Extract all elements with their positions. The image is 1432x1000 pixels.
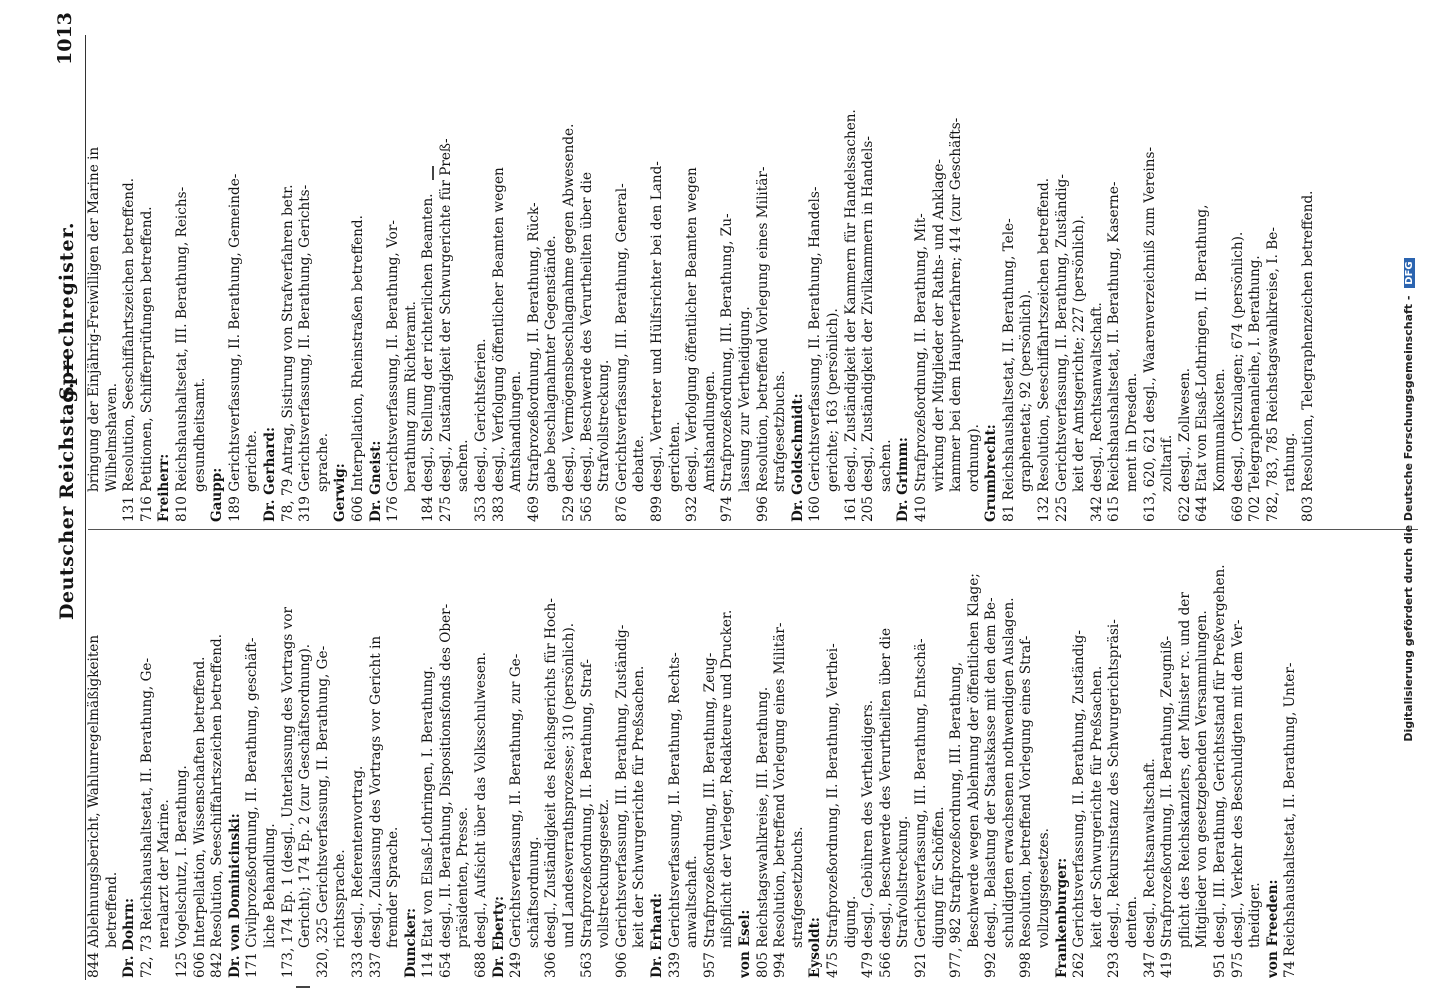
- register-entry: 132 Resolution, Seeschiffahrtszeichen betreffend.: [1036, 177, 1053, 522]
- register-entry: richtssprache.: [332, 849, 349, 948]
- register-entry: sachen.: [877, 439, 894, 492]
- register-entry: Beschwerde wegen Ablehnung der öffentlichen Klage;: [965, 573, 982, 948]
- register-entry: 992 desgl., Belastung der Staatskasse mit den dem Be-: [983, 597, 1000, 978]
- register-entry: lassung zur Vertheidigung.: [736, 306, 753, 492]
- register-entry: 205 desgl., Zuständigkeit der Zivilkammern in Handels-: [860, 136, 877, 522]
- speaker-heading: Dr. Erhard:: [649, 892, 665, 978]
- register-entry: 921 Gerichtsverfassung, III. Berathung, Entschä-: [912, 638, 929, 978]
- register-entry: 669 desgl., Ortszulagen; 674 (persönlich).: [1229, 231, 1246, 522]
- register-entry: 249 Gerichtsverfassung, II. Berathung, zur Ge-: [508, 653, 525, 978]
- register-entry: Kommunalkosten.: [1212, 368, 1228, 492]
- register-entry: und Landesverrathsprozesse; 310 (persönlich).: [561, 622, 578, 948]
- speaker-heading: Dr. Eberty:: [490, 895, 507, 978]
- register-entry: Mitglieder von gesetzgebenden Versammlungen.: [1194, 610, 1211, 948]
- register-entry: 78, 79 Antrag, Sistirung von Strafverfahren betr.: [279, 184, 296, 522]
- speaker-heading: Dr. von Dominicinski:: [226, 813, 243, 978]
- register-entry: gerichten.: [666, 421, 683, 492]
- register-entry: debatte.: [631, 435, 648, 492]
- register-entry: 347 desgl., Rechtsanwaltschaft.: [1141, 758, 1158, 978]
- register-entry: denten.: [1124, 895, 1141, 948]
- register-entry: 469 Strafprozeßordnung, II. Berathung, Rück-: [525, 202, 542, 522]
- register-entry: 529 desgl., Vermögensbeschlagnahme gegen Abwesende.: [561, 123, 578, 522]
- register-entry: liche Behandlung.: [261, 823, 278, 948]
- register-entry: 114 Etat von Elsaß-Lothringen, I. Berathung.: [420, 665, 437, 978]
- register-entry: zolltarif.: [1159, 434, 1176, 492]
- register-entry: 74 Reichshaushaltsetat, II. Berathung, Unter-: [1282, 662, 1299, 978]
- register-entry: 160 Gerichtsverfassung, II. Berathung, Handels-: [807, 186, 824, 522]
- register-entry: vollzugsgesetzes.: [1036, 828, 1053, 948]
- register-entry: 994 Resolution, betreffend Vorlegung eines Militär-: [772, 622, 789, 978]
- register-entry: keit der Amtsgerichte; 227 (persönlich).: [1071, 215, 1088, 492]
- register-entry: schuldigten erwachsenen nothwendigen Auslagen.: [1000, 597, 1017, 948]
- register-entry: 998 Resolution, betreffend Vorlegung eines Straf-: [1018, 635, 1035, 978]
- register-entry: digung.: [842, 895, 859, 948]
- register-entry: 782, 783, 785 Reichstagswahlkreise, I. Be-: [1264, 227, 1281, 522]
- register-entry: präsidenten, Presse.: [455, 806, 472, 948]
- register-entry: 81 Reichshaushaltsetat, II. Berathung, Tele-: [1000, 218, 1017, 522]
- register-entry: 622 desgl., Zollwesen.: [1176, 367, 1193, 522]
- register-entry: Wilhelmshaven.: [103, 382, 120, 492]
- register-entry: 975 desgl., Verkehr des Beschuldigten mit dem Ver-: [1229, 619, 1246, 978]
- register-entry: 977, 982 Strafprozeßordnung, III. Berathung,: [948, 661, 965, 978]
- register-entry: Amtshandlungen.: [701, 370, 718, 492]
- margin-note-text: Digitalisierung gefördert durch die Deutsche Forschungsgemeinschaft -: [1402, 295, 1415, 742]
- register-entry: 951 desgl., III. Berathung, Gerichtsstand für Preßvergehen.: [1212, 564, 1228, 978]
- left-column: [86, 528, 1300, 978]
- register-entry: 654 desgl., II. Berathung, Dispositionsfonds des Ober-: [437, 603, 454, 978]
- register-entry: 876 Gerichtsverfassung, III. Berathung, General-: [613, 183, 630, 522]
- register-entry: 906 Gerichtsverfassung, III. Berathung, Zuständig-: [613, 624, 630, 978]
- register-entry: gerichte.: [244, 430, 261, 492]
- register-entry: 275 desgl., Zuständigkeit der Schwurgerichte für Preß-: [437, 138, 454, 522]
- register-entry: 974 Strafprozeßordnung, III. Berathung, Zu-: [719, 213, 736, 522]
- register-entry: 644 Etat von Elsaß-Lothringen, II. Berathung,: [1194, 204, 1211, 522]
- register-entry: 615 Reichshaushaltsetat, II. Berathung, Kaserne-: [1106, 181, 1123, 522]
- speaker-heading: Freiherr:: [156, 453, 173, 522]
- register-entry: 688 desgl., Aufsicht über das Volksschulwesen.: [473, 651, 490, 978]
- speaker-heading: Dr. Gneist:: [367, 440, 384, 522]
- register-entry: 125 Vogelschutz, I. Berathung.: [173, 765, 190, 978]
- register-entry: Gericht); 174 Ep. 2 (zur Geschäftsordnung).: [297, 643, 314, 948]
- register-entry: sprache.: [314, 432, 331, 492]
- register-entry: gabe beschlagnahmter Gegenstände.: [543, 235, 560, 492]
- register-entry: 72, 73 Reichshaushaltsetat, II. Berathung, Ge-: [138, 657, 155, 978]
- speaker-heading: Dr. Dohrn:: [121, 898, 138, 978]
- register-entry: 702 Telegraphenanleihe, I. Berathung.: [1247, 255, 1264, 522]
- register-entry: 383 desgl., Verfolgung öffentlicher Beamten wegen: [490, 167, 507, 522]
- register-entry: 176 Gerichtsverfassung, II. Berathung, Vor-: [385, 220, 402, 522]
- register-entry: 173, 174 Ep. 1 (desgl., Unterlassung des Vortrags vor: [279, 606, 296, 978]
- dfg-badge: DFG: [1404, 258, 1415, 287]
- register-entry: 161 desgl., Zuständigkeit der Kammern für Handelssachen.: [842, 109, 859, 522]
- register-entry: 996 Resolution, betreffend Vorlegung eines Militär-: [754, 166, 771, 522]
- register-entry: 410 Strafprozeßordnung, II. Berathung, Mit-: [912, 213, 929, 522]
- speaker-heading: Grumbrecht:: [983, 424, 1000, 522]
- register-entry: berathung zum Richteramt.: [402, 301, 419, 492]
- register-entry: theidiger.: [1247, 882, 1264, 948]
- register-entry: pflicht des Reichskanzlers, der Minister rc. und der: [1176, 592, 1193, 948]
- register-entry: betreffend.: [103, 871, 120, 948]
- register-entry: 479 desgl., Gebühren des Vertheidigers.: [860, 699, 877, 978]
- register-entry: Amtshandlungen.: [508, 370, 525, 492]
- register-entry: 342 desgl., Rechtsanwaltschaft.: [1088, 302, 1105, 522]
- register-entry: digung für Schöffen.: [930, 806, 947, 948]
- register-entry: Strafvollstreckung.: [895, 815, 912, 948]
- register-entry: 613, 620, 621 desgl., Waarenverzeichniß zum Vereins-: [1141, 146, 1158, 522]
- register-entry: keit der Schwurgerichte für Preßsachen.: [631, 665, 648, 948]
- register-entry: 171 Civilprozeßordnung, II. Berathung, geschäft-: [244, 637, 261, 978]
- register-entry: 337 desgl., Zulassung des Vortrags vor Gericht in: [367, 635, 384, 978]
- header-left: Deutscher Reichstag. —: [56, 355, 78, 620]
- register-entry: gesundheitsamt.: [191, 377, 208, 492]
- register-entry: strafgesetzbuchs.: [772, 370, 789, 492]
- register-entry: 606 Interpellation, Wissenschaften betreffend.: [191, 656, 208, 978]
- register-entry: Strafvollstreckung.: [596, 359, 613, 492]
- register-entry: 803 Resolution, Telegraphenzeichen betreffend.: [1299, 190, 1316, 522]
- register-entry: 262 Gerichtsverfassung, II. Berathung, Zuständig-: [1071, 630, 1088, 978]
- register-entry: anwaltschaft.: [684, 855, 701, 948]
- register-entry: sachen.: [455, 439, 472, 492]
- register-entry: 566 desgl., Beschwerde des Verurtheilten über die: [877, 628, 894, 978]
- speaker-heading: Duncker:: [402, 907, 419, 978]
- register-entry: 716 Petitionen, Schifferprüfungen betreffend.: [138, 206, 155, 522]
- register-entry: 565 desgl., Beschwerde des Verurtheilten über die: [578, 172, 595, 522]
- register-entry: 419 Strafprozeßordnung, II. Berathung, Zeugniß-: [1159, 635, 1176, 978]
- register-entry: vollstreckungsgesetz.: [596, 798, 613, 948]
- register-entry: graphenetat; 92 (persönlich).: [1018, 289, 1035, 492]
- register-entry: 810 Reichshaushaltsetat, III. Berathung, Reichs-: [173, 186, 190, 522]
- register-entry: 842 Resolution, Seeschiffahrtszeichen betreffend.: [209, 633, 226, 978]
- register-entry: 339 Gerichtsverfassung, II. Berathung, Rechts-: [666, 652, 683, 978]
- register-entry: 333 desgl., Referentenvortrag.: [349, 765, 366, 978]
- register-entry: strafgesetzbuchs.: [789, 826, 806, 948]
- register-entry: 899 desgl., Vertreter und Hülfsrichter bei den Land-: [649, 161, 665, 522]
- register-entry: 844 Ablehnungsbericht, Wahlunregelmäßigkeiten: [86, 634, 102, 978]
- register-entry: 225 Gerichtsverfassung, II. Berathung, Zuständig-: [1053, 174, 1070, 522]
- speaker-heading: Frankenburger:: [1053, 857, 1070, 978]
- speaker-heading: Dr. Goldschmidt:: [789, 393, 806, 522]
- header-right: Sprechregister.: [56, 221, 78, 400]
- register-entry: keit der Schwurgerichte für Preßsachen.: [1088, 665, 1105, 948]
- register-entry: 606 Interpellation, Rheinstraßen betreffend.: [349, 215, 366, 522]
- register-entry: 475 Strafprozeßordnung, II. Berathung, Verthei-: [824, 643, 841, 978]
- right-column: [86, 32, 1318, 522]
- register-entry: ordnung).: [965, 424, 982, 492]
- speaker-heading: Gaupp:: [209, 467, 226, 522]
- speaker-heading: von Esel:: [736, 909, 753, 978]
- register-entry: wirkung der Mitglieder der Raths- und Anklage-: [930, 158, 947, 492]
- register-entry: 293 desgl., Rekursinstanz des Schwurgerichtspräsi-: [1106, 619, 1123, 978]
- register-entry: 184 desgl., Stellung der richterlichen Beamten.: [420, 193, 437, 522]
- register-entry: 932 desgl., Verfolgung öffentlicher Beamten wegen: [684, 167, 701, 522]
- register-entry: kammer bei dem Hauptverfahren; 414 (zur Geschäfts-: [948, 117, 965, 492]
- scan-mark: [296, 986, 310, 988]
- page-header: [56, 0, 86, 1000]
- register-entry: 319 Gerichtsverfassung, II. Berathung, Gerichts-: [297, 184, 314, 522]
- register-entry: ment in Dresden.: [1124, 372, 1141, 492]
- margin-note-wrapper: [1402, 0, 1422, 1000]
- register-entry: 563 Strafprozeßordnung, II. Berathung, Straf-: [578, 659, 595, 978]
- register-entry: 353 desgl., Gerichtsferien.: [473, 338, 490, 522]
- register-entry: 189 Gerichtsverfassung, II. Berathung, Gemeinde-: [226, 173, 243, 522]
- register-entry: 805 Reichstagswahlkreise, III. Berathung.: [754, 686, 771, 978]
- speaker-heading: Dr. Grimm:: [895, 437, 912, 522]
- register-entry: schäftsordnung.: [525, 836, 542, 948]
- register-entry: 306 desgl., Zuständigkeit des Reichsgerichts für Hoch-: [543, 597, 560, 978]
- register-entry: 131 Resolution, Seeschiffahrtszeichen betreffend.: [121, 177, 138, 522]
- register-entry: nißpflicht der Verleger, Redakteure und Drucker.: [719, 609, 736, 948]
- scan-mark: [432, 166, 434, 180]
- speaker-heading: von Freeden:: [1264, 879, 1281, 978]
- register-entry: 957 Strafprozeßordnung, III. Berathung, Zeug-: [701, 652, 718, 978]
- register-entry: neralarzt der Marine.: [156, 799, 173, 948]
- speaker-heading: Gerwig:: [332, 463, 349, 522]
- register-entry: gerichte; 163 (persönlich).: [824, 308, 841, 492]
- speaker-heading: Dr. Gerhard:: [261, 427, 278, 522]
- register-entry: fremder Sprache.: [385, 826, 402, 948]
- page-number: 1013: [54, 12, 76, 65]
- register-entry: 320, 325 Gerichtsverfassung, II. Berathung, Ge-: [314, 645, 331, 978]
- speaker-heading: Eysoldt:: [807, 917, 824, 978]
- register-entry: rathung.: [1282, 432, 1299, 492]
- register-entry: bringung der Einjährig-Freiwilligen der Marine in: [86, 146, 102, 492]
